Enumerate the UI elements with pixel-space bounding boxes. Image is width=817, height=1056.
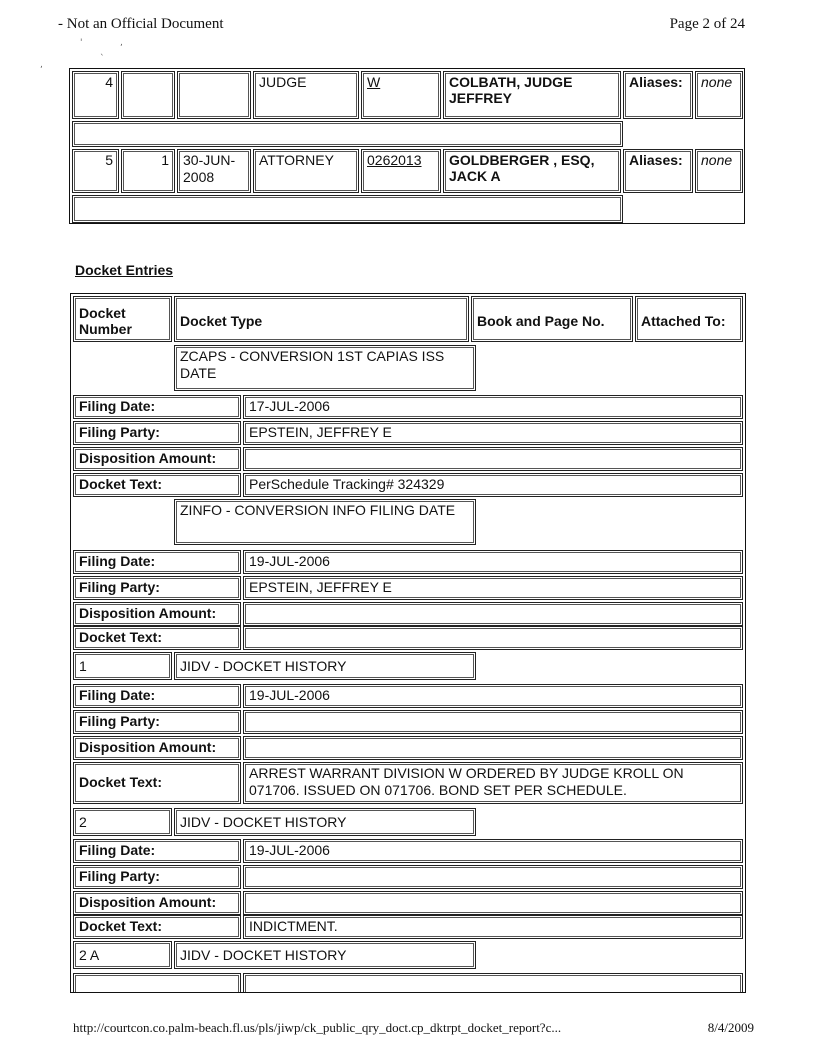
section-title: Docket Entries — [75, 262, 174, 278]
print-date: 8/4/2009 — [707, 1020, 754, 1035]
docket-text-value: INDICTMENT. — [243, 915, 743, 939]
party-detail-row — [72, 195, 623, 223]
docket-type-cell: JIDV - DOCKET HISTORY — [174, 652, 476, 680]
party-number: 4 — [72, 71, 119, 119]
document-notice: - Not an Official Document — [58, 16, 224, 32]
party-code-link[interactable]: 0262013 — [367, 152, 422, 168]
header-docket-number: Docket Number — [73, 296, 172, 342]
party-seq — [121, 71, 175, 119]
disposition-value — [243, 602, 743, 626]
docket-text-label: Docket Text: — [73, 915, 241, 939]
disposition-value — [243, 891, 743, 915]
parties-table — [69, 68, 745, 224]
header-attached-to: Attached To: — [635, 296, 743, 342]
docket-type-cell: JIDV - DOCKET HISTORY — [174, 941, 476, 969]
party-code — [361, 149, 441, 193]
filing-date-value: 19-JUL-2006 — [243, 550, 743, 574]
disposition-label: Disposition Amount: — [73, 891, 241, 915]
filing-party-label: Filing Party: — [73, 421, 241, 445]
docket-text-value: ARREST WARRANT DIVISION W ORDERED BY JUDGE KROLL ON 071706. ISSUED ON 071706. BOND SET PER SCHEDULE. — [243, 762, 743, 804]
docket-text-value: PerSchedule Tracking# 324329 — [243, 473, 743, 497]
scan-speck: ' — [80, 38, 83, 48]
docket-type-cell: JIDV - DOCKET HISTORY — [174, 808, 476, 836]
party-number: 5 — [72, 149, 119, 193]
party-name: COLBATH, JUDGE JEFFREY — [443, 71, 621, 119]
filing-party-label: Filing Party: — [73, 710, 241, 734]
filing-party-value: EPSTEIN, JEFFREY E — [243, 421, 743, 445]
docket-text-label: Docket Text: — [73, 626, 241, 650]
docket-type-cell: ZCAPS - CONVERSION 1ST CAPIAS ISS DATE — [174, 345, 476, 391]
disposition-label: Disposition Amount: — [73, 447, 241, 471]
aliases-value: none — [695, 71, 743, 119]
party-code-link[interactable]: W — [367, 74, 381, 90]
scan-speck: , — [120, 38, 123, 48]
disposition-value — [243, 447, 743, 471]
docket-number-cell: 2 A — [73, 941, 172, 969]
filing-date-value: 19-JUL-2006 — [243, 684, 743, 708]
docket-number-cell: 2 — [73, 808, 172, 836]
truncated-row-cell — [73, 973, 241, 993]
docket-table — [70, 293, 746, 993]
filing-party-value — [243, 710, 743, 734]
disposition-label: Disposition Amount: — [73, 602, 241, 626]
source-url: http://courtcon.co.palm-beach.fl.us/pls/jiwp/ck_public_qry_doct.cp_dktrpt_docket_report?c... — [73, 1020, 562, 1035]
page-number: Page 2 of 24 — [669, 16, 745, 32]
aliases-label: Aliases: — [623, 149, 693, 193]
filing-party-label: Filing Party: — [73, 865, 241, 889]
docket-text-label: Docket Text: — [73, 762, 241, 804]
party-detail-row — [72, 121, 623, 147]
aliases-value: none — [695, 149, 743, 193]
docket-number-cell: 1 — [73, 652, 172, 680]
party-seq: 1 — [121, 149, 175, 193]
party-name: GOLDBERGER , ESQ, JACK A — [443, 149, 621, 193]
filing-date-label: Filing Date: — [73, 684, 241, 708]
party-type: ATTORNEY — [253, 149, 359, 193]
disposition-value — [243, 736, 743, 760]
filing-date-value: 19-JUL-2006 — [243, 839, 743, 863]
docket-text-value — [243, 626, 743, 650]
filing-date-label: Filing Date: — [73, 839, 241, 863]
party-date — [177, 71, 251, 119]
truncated-row-cell — [243, 973, 743, 993]
filing-party-value: EPSTEIN, JEFFREY E — [243, 576, 743, 600]
scan-speck: , — [40, 60, 43, 70]
filing-party-value — [243, 865, 743, 889]
filing-date-label: Filing Date: — [73, 550, 241, 574]
disposition-label: Disposition Amount: — [73, 736, 241, 760]
filing-date-label: Filing Date: — [73, 395, 241, 419]
docket-text-label: Docket Text: — [73, 473, 241, 497]
header-docket-type: Docket Type — [174, 296, 469, 342]
header-book-page: Book and Page No. — [471, 296, 633, 342]
docket-type-cell: ZINFO - CONVERSION INFO FILING DATE — [174, 499, 476, 545]
party-code — [361, 71, 441, 119]
party-type: JUDGE — [253, 71, 359, 119]
scan-speck: ` — [100, 54, 105, 64]
aliases-label: Aliases: — [623, 71, 693, 119]
party-date: 30-JUN-2008 — [177, 149, 251, 193]
filing-party-label: Filing Party: — [73, 576, 241, 600]
filing-date-value: 17-JUL-2006 — [243, 395, 743, 419]
